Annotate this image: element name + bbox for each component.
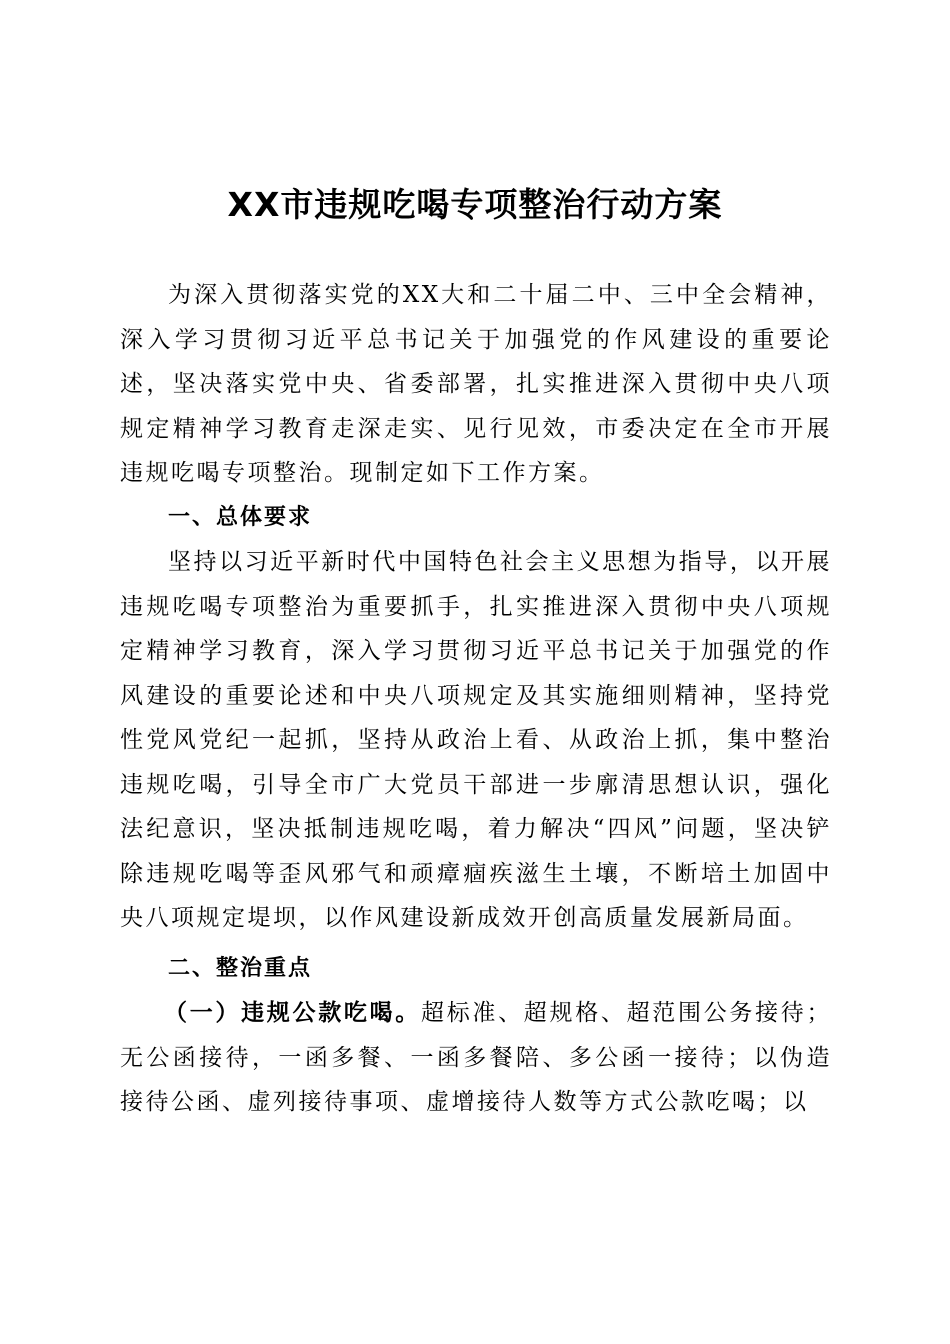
intro-paragraph: 为深入贯彻落实党的XX大和二十届二中、三中全会精神，深入学习贯彻习近平总书记关于加强党的作风建设的重要论述，坚决落实党中央、省委部署，扎实推进深入贯彻中央八项规定精神学习教育走深走实、见行见效，市委决定在全市开展违规吃喝专项整治。现制定如下工作方案。 — [120, 282, 832, 486]
document-title: XX市违规吃喝专项整治行动方案 — [227, 185, 723, 224]
section-heading-rectification-focus: 二、整治重点 — [168, 955, 313, 981]
subsection-paragraph — [120, 991, 832, 1125]
subsection-text: 超标准、超规格、超范围公务接待；无公函接待，一函多餐、一函多餐陪、多公函一接待；以伪造接待公函、虚列接待事项、虚增接待人数等方式公款吃喝；以 — [120, 1000, 833, 1115]
document-body — [120, 273, 832, 1125]
section-paragraph-general-requirements: 坚持以习近平新时代中国特色社会主义思想为指导，以开展违规吃喝专项整治为重要抓手，扎实推进深入贯彻中央八项规定精神学习教育，深入学习贯彻习近平总书记关于加强党的作风建设的重要论述和中央八项规定及其实施细则精神，坚持党性党风党纪一起抓，坚持从政治上看、从政治上抓，集中整治违规吃喝，引导全市广大党员干部进一步廓清思想认识，强化法纪意识，坚决抵制违规吃喝，着力解决“四风”问题，坚决铲除违规吃喝等歪风邪气和顽瘴痼疾滋生土壤，不断培土加固中央八项规定堤坝，以作风建设新成效开创高质量发展新局面。 — [120, 549, 832, 931]
section-heading-general-requirements: 一、总体要求 — [168, 504, 313, 530]
subsection-label: （一）违规公款吃喝。 — [164, 1000, 421, 1026]
